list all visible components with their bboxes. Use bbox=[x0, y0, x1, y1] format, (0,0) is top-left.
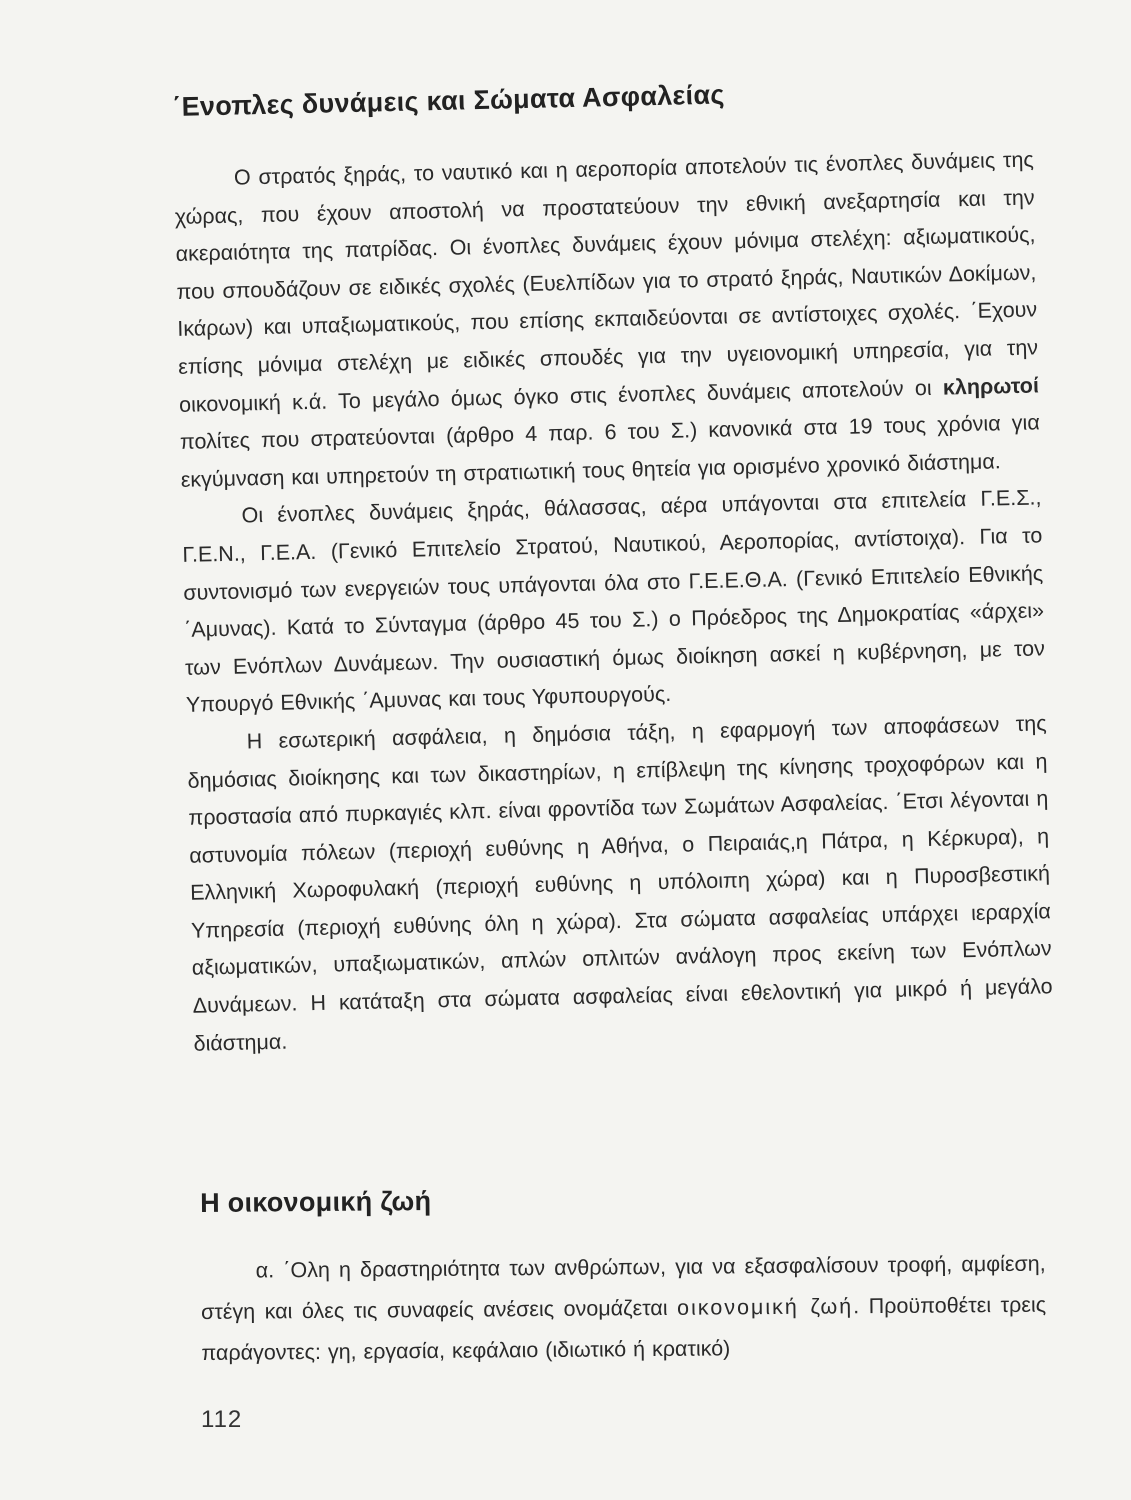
economic-life-section bbox=[200, 1181, 1047, 1374]
paragraph-text: πολίτες που στρατεύονται (άρθρο 4 παρ. 6 του Σ.) κανονικά στα 19 τους χρόνια για εκγύμναση και υπηρετούν τη στρατιωτική τους θητεία για ορισμένο χρονικό διάστημα. bbox=[179, 410, 1040, 492]
spaced-term: οικονομική ζωή bbox=[676, 1294, 854, 1320]
page-number: 112 bbox=[201, 1406, 243, 1433]
paragraph-text: α. ΄Ολη η δραστηριότητα των ανθρώπων, για να εξασφαλίσουν τροφή, αμφίεση, στέγη και όλες τις συναφείς ανέσεις ονομάζεται bbox=[200, 1251, 1046, 1324]
paragraph-text: Ο στρατός ξηράς, το ναυτικό και η αεροπορία αποτελούν τις ένοπλες δυνάμεις της χώρας, που έχουν αποστολή να προστατεύουν την εθνική ανεξαρτησία και την ακεραιότητα της πατρίδας. Οι ένοπλες δυνάμεις έχουν μόνιμα στελέχη: αξιωματικούς, που σπουδάζουν σε ειδικές σχολές (Ευελπίδων για το στρατό ξηράς, Ναυτικών Δοκίμων, Ικάρων) και υπαξιωματικούς, που επίσης εκπαιδεύονται σε αντίστοιχες σχολές. ΄Εχουν επίσης μόνιμα στελέχη με ειδικές σπουδές για την υγειονομική υπηρεσία, για την οικονομική κ.ά. Το μεγάλο όμως όγκο στις ένοπλες δυνάμεις αποτελούν οι bbox=[174, 147, 1039, 417]
armed-forces-paragraph-2: Οι ένοπλες δυνάμεις ξηράς, θάλασσας, αέρα υπάγονται στα επιτελεία Γ.Ε.Σ., Γ.Ε.Ν., Γ.Ε.Α. (Γενικό Επιτελείο Στρατού, Ναυτικού, Αεροπορίας, αντίστοιχα). Για το συντονισμό των ενεργειών τους υπάγονται όλα στο Γ.Ε.Ε.Θ.Α. (Γενικό Επιτελείο Εθνικής ΄Αμυνας). Κατά το Σύνταγμα (άρθρο 45 του Σ.) ο Πρόεδρος της Δημοκρατίας «άρχει» των Ενόπλων Δυνάμεων. Την ουσιαστική όμως διοίκηση ασκεί η κυβέρνηση, με τον Υπουργό Εθνικής ΄Αμυνας και τους Υφυπουργούς. bbox=[182, 485, 1046, 718]
bold-term: κληρωτοί bbox=[942, 372, 1040, 400]
economic-life-paragraph-1 bbox=[201, 1244, 1047, 1374]
armed-forces-heading: ΄Ενοπλες δυνάμεις και Σώματα Ασφαλείας bbox=[172, 79, 725, 122]
armed-forces-paragraph-1 bbox=[174, 141, 1041, 499]
paragraph-text: . Προϋποθέτει τρεις παράγοντες: γη, εργασία, κεφάλαιο (ιδιωτικό ή κρατικό) bbox=[201, 1292, 1047, 1365]
economic-life-heading: Η οικονομική ζωή bbox=[200, 1185, 432, 1218]
security-forces-paragraph: Η εσωτερική ασφάλεια, η δημόσια τάξη, η εφαρμογή των αποφάσεων της δημόσιας διοίκησης και των δικαστηρίων, η επίβλεψη της κίνησης τροχοφόρων και η προστασία από πυρκαγιές κλπ. είναι φροντίδα των Σωμάτων Ασφαλείας. ΄Ετσι λέγονται η αστυνομία πόλεων (περιοχή ευθύνης η Αθήνα, ο Πειραιάς,η Πάτρα, η Κέρκυρα), η Ελληνική Χωροφυλακή (περιοχή ευθύνης η υπόλοιπη χώρα) και η Πυροσβεστική Υπηρεσία (περιοχή ευθύνης όλη η χώρα). Στα σώματα ασφαλείας υπάρχει ιεραρχία αξιωματικών, υπαξιωματικών, απλών οπλιτών ανάλογη προς εκείνη των Ενόπλων Δυνάμεων. Η κατάταξη στα σώματα ασφαλείας είναι εθελοντική για μικρό ή μεγάλο διάστημα. bbox=[187, 711, 1053, 1056]
armed-forces-section bbox=[172, 72, 1054, 1063]
